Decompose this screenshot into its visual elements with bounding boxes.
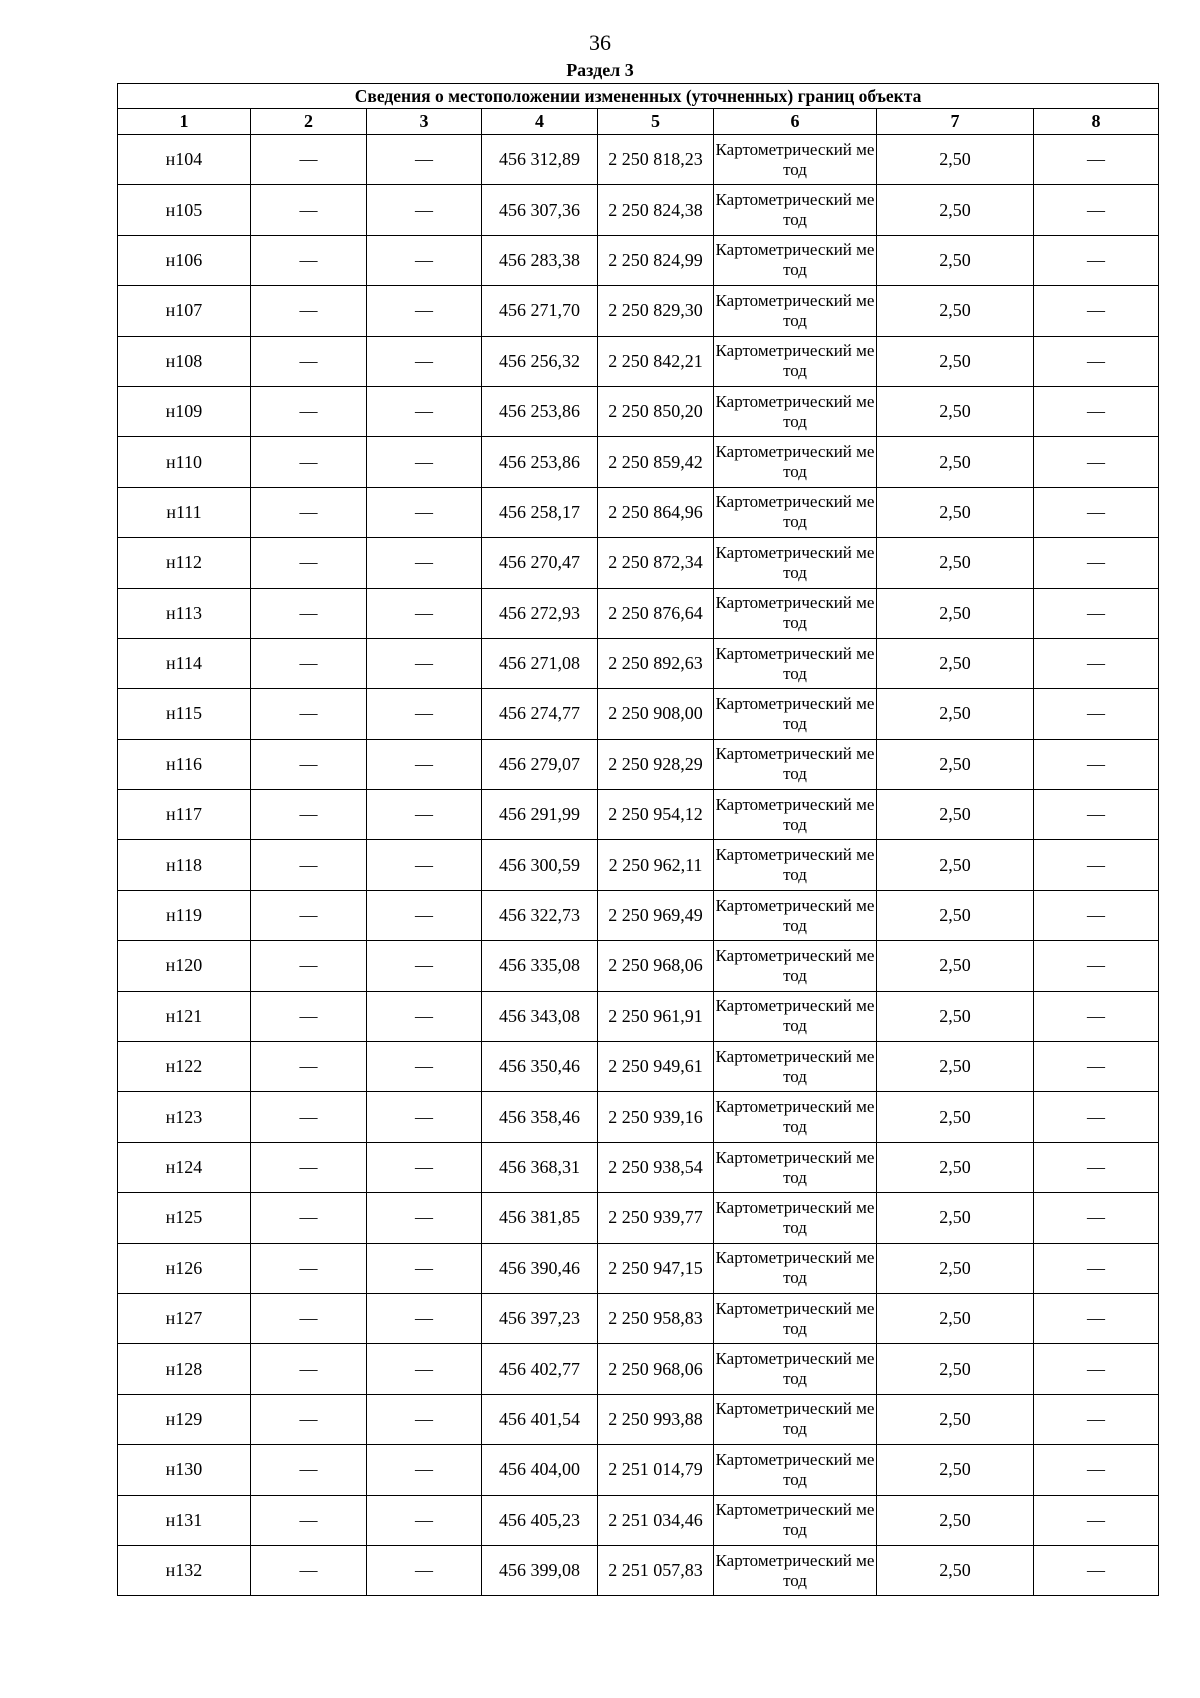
point-id-cell: н131: [118, 1495, 251, 1545]
table-row: [118, 739, 1159, 789]
empty-dash-cell: —: [367, 1545, 482, 1595]
x-coordinate-cell: 456 291,99: [482, 790, 598, 840]
x-coordinate-cell: 456 272,93: [482, 588, 598, 638]
x-coordinate-cell: 456 274,77: [482, 689, 598, 739]
x-coordinate-cell: 456 322,73: [482, 890, 598, 940]
empty-dash-cell: —: [367, 739, 482, 789]
empty-dash-cell: —: [367, 991, 482, 1041]
accuracy-cell: 2,50: [877, 1243, 1034, 1293]
empty-dash-cell: —: [251, 1445, 367, 1495]
method-cell: Картометрический метод: [714, 185, 877, 235]
table-row: [118, 135, 1159, 185]
table-row: [118, 1495, 1159, 1545]
column-number: 8: [1034, 109, 1159, 135]
table-row: [118, 235, 1159, 285]
empty-dash-cell: —: [367, 1344, 482, 1394]
empty-dash-cell: —: [367, 386, 482, 436]
empty-dash-cell: —: [1034, 1394, 1159, 1444]
empty-dash-cell: —: [251, 991, 367, 1041]
method-cell: Картометрический метод: [714, 1243, 877, 1293]
page-number: 36: [589, 30, 611, 55]
empty-dash-cell: —: [367, 487, 482, 537]
empty-dash-cell: —: [367, 1445, 482, 1495]
point-id-cell: н128: [118, 1344, 251, 1394]
method-cell: Картометрический метод: [714, 941, 877, 991]
empty-dash-cell: —: [1034, 739, 1159, 789]
accuracy-cell: 2,50: [877, 235, 1034, 285]
x-coordinate-cell: 456 404,00: [482, 1445, 598, 1495]
empty-dash-cell: —: [251, 437, 367, 487]
empty-dash-cell: —: [1034, 235, 1159, 285]
y-coordinate-cell: 2 250 908,00: [598, 689, 714, 739]
table-row: [118, 386, 1159, 436]
x-coordinate-cell: 456 401,54: [482, 1394, 598, 1444]
method-cell: Картометрический метод: [714, 487, 877, 537]
empty-dash-cell: —: [367, 235, 482, 285]
accuracy-cell: 2,50: [877, 1445, 1034, 1495]
method-cell: Картометрический метод: [714, 1142, 877, 1192]
y-coordinate-cell: 2 250 892,63: [598, 638, 714, 688]
empty-dash-cell: —: [367, 336, 482, 386]
y-coordinate-cell: 2 250 968,06: [598, 941, 714, 991]
x-coordinate-cell: 456 390,46: [482, 1243, 598, 1293]
empty-dash-cell: —: [1034, 487, 1159, 537]
point-id-cell: н126: [118, 1243, 251, 1293]
point-id-cell: н130: [118, 1445, 251, 1495]
y-coordinate-cell: 2 250 993,88: [598, 1394, 714, 1444]
y-coordinate-cell: 2 251 034,46: [598, 1495, 714, 1545]
y-coordinate-cell: 2 250 824,38: [598, 185, 714, 235]
method-cell: Картометрический метод: [714, 790, 877, 840]
point-id-cell: н129: [118, 1394, 251, 1444]
accuracy-cell: 2,50: [877, 941, 1034, 991]
method-cell: Картометрический метод: [714, 1193, 877, 1243]
point-id-cell: н111: [118, 487, 251, 537]
x-coordinate-cell: 456 270,47: [482, 538, 598, 588]
accuracy-cell: 2,50: [877, 135, 1034, 185]
empty-dash-cell: —: [1034, 1142, 1159, 1192]
empty-dash-cell: —: [251, 790, 367, 840]
table-row: [118, 538, 1159, 588]
empty-dash-cell: —: [251, 1394, 367, 1444]
y-coordinate-cell: 2 250 938,54: [598, 1142, 714, 1192]
empty-dash-cell: —: [251, 386, 367, 436]
accuracy-cell: 2,50: [877, 1142, 1034, 1192]
point-id-cell: н106: [118, 235, 251, 285]
table-row: [118, 1293, 1159, 1343]
method-cell: Картометрический метод: [714, 437, 877, 487]
empty-dash-cell: —: [1034, 135, 1159, 185]
point-id-cell: н121: [118, 991, 251, 1041]
point-id-cell: н117: [118, 790, 251, 840]
table-row: [118, 1545, 1159, 1595]
x-coordinate-cell: 456 343,08: [482, 991, 598, 1041]
empty-dash-cell: —: [1034, 1445, 1159, 1495]
empty-dash-cell: —: [367, 1193, 482, 1243]
y-coordinate-cell: 2 250 876,64: [598, 588, 714, 638]
y-coordinate-cell: 2 250 818,23: [598, 135, 714, 185]
x-coordinate-cell: 456 399,08: [482, 1545, 598, 1595]
point-id-cell: н104: [118, 135, 251, 185]
y-coordinate-cell: 2 250 859,42: [598, 437, 714, 487]
point-id-cell: н124: [118, 1142, 251, 1192]
y-coordinate-cell: 2 250 824,99: [598, 235, 714, 285]
point-id-cell: н107: [118, 286, 251, 336]
point-id-cell: н118: [118, 840, 251, 890]
y-coordinate-cell: 2 250 961,91: [598, 991, 714, 1041]
empty-dash-cell: —: [367, 1243, 482, 1293]
point-id-cell: н122: [118, 1042, 251, 1092]
method-cell: Картометрический метод: [714, 286, 877, 336]
method-cell: Картометрический метод: [714, 689, 877, 739]
method-cell: Картометрический метод: [714, 1545, 877, 1595]
empty-dash-cell: —: [251, 890, 367, 940]
accuracy-cell: 2,50: [877, 1394, 1034, 1444]
y-coordinate-cell: 2 250 842,21: [598, 336, 714, 386]
table-row: [118, 487, 1159, 537]
method-cell: Картометрический метод: [714, 991, 877, 1041]
x-coordinate-cell: 456 397,23: [482, 1293, 598, 1343]
empty-dash-cell: —: [1034, 1042, 1159, 1092]
column-number: 2: [251, 109, 367, 135]
x-coordinate-cell: 456 253,86: [482, 437, 598, 487]
y-coordinate-cell: 2 250 969,49: [598, 890, 714, 940]
x-coordinate-cell: 456 253,86: [482, 386, 598, 436]
x-coordinate-cell: 456 368,31: [482, 1142, 598, 1192]
table-caption-row: [118, 84, 1159, 109]
empty-dash-cell: —: [367, 588, 482, 638]
y-coordinate-cell: 2 250 949,61: [598, 1042, 714, 1092]
table-row: [118, 437, 1159, 487]
empty-dash-cell: —: [1034, 588, 1159, 638]
point-id-cell: н123: [118, 1092, 251, 1142]
empty-dash-cell: —: [251, 941, 367, 991]
point-id-cell: н105: [118, 185, 251, 235]
x-coordinate-cell: 456 402,77: [482, 1344, 598, 1394]
x-coordinate-cell: 456 358,46: [482, 1092, 598, 1142]
method-cell: Картометрический метод: [714, 840, 877, 890]
y-coordinate-cell: 2 250 864,96: [598, 487, 714, 537]
x-coordinate-cell: 456 312,89: [482, 135, 598, 185]
x-coordinate-cell: 456 283,38: [482, 235, 598, 285]
accuracy-cell: 2,50: [877, 840, 1034, 890]
empty-dash-cell: —: [251, 1293, 367, 1343]
method-cell: Картометрический метод: [714, 1445, 877, 1495]
point-id-cell: н120: [118, 941, 251, 991]
table-row: [118, 689, 1159, 739]
table-row: [118, 1344, 1159, 1394]
table-row: [118, 1042, 1159, 1092]
table-row: [118, 638, 1159, 688]
column-number: 4: [482, 109, 598, 135]
accuracy-cell: 2,50: [877, 739, 1034, 789]
y-coordinate-cell: 2 250 954,12: [598, 790, 714, 840]
point-id-cell: н119: [118, 890, 251, 940]
x-coordinate-cell: 456 271,08: [482, 638, 598, 688]
empty-dash-cell: —: [251, 840, 367, 890]
empty-dash-cell: —: [251, 1042, 367, 1092]
empty-dash-cell: —: [1034, 1092, 1159, 1142]
x-coordinate-cell: 456 258,17: [482, 487, 598, 537]
table-row: [118, 336, 1159, 386]
empty-dash-cell: —: [1034, 286, 1159, 336]
table-row: [118, 790, 1159, 840]
empty-dash-cell: —: [367, 286, 482, 336]
empty-dash-cell: —: [367, 1293, 482, 1343]
y-coordinate-cell: 2 250 968,06: [598, 1344, 714, 1394]
method-cell: Картометрический метод: [714, 1344, 877, 1394]
method-cell: Картометрический метод: [714, 538, 877, 588]
empty-dash-cell: —: [1034, 185, 1159, 235]
method-cell: Картометрический метод: [714, 1092, 877, 1142]
point-id-cell: н113: [118, 588, 251, 638]
empty-dash-cell: —: [251, 235, 367, 285]
empty-dash-cell: —: [367, 689, 482, 739]
column-number: 6: [714, 109, 877, 135]
empty-dash-cell: —: [251, 689, 367, 739]
method-cell: Картометрический метод: [714, 1495, 877, 1545]
point-id-cell: н116: [118, 739, 251, 789]
point-id-cell: н132: [118, 1545, 251, 1595]
empty-dash-cell: —: [251, 1545, 367, 1595]
y-coordinate-cell: 2 250 928,29: [598, 739, 714, 789]
column-number: 7: [877, 109, 1034, 135]
empty-dash-cell: —: [251, 1092, 367, 1142]
empty-dash-cell: —: [251, 1193, 367, 1243]
method-cell: Картометрический метод: [714, 1042, 877, 1092]
empty-dash-cell: —: [1034, 1545, 1159, 1595]
empty-dash-cell: —: [367, 538, 482, 588]
y-coordinate-cell: 2 250 939,77: [598, 1193, 714, 1243]
y-coordinate-cell: 2 250 947,15: [598, 1243, 714, 1293]
empty-dash-cell: —: [1034, 689, 1159, 739]
point-id-cell: н112: [118, 538, 251, 588]
empty-dash-cell: —: [1034, 538, 1159, 588]
y-coordinate-cell: 2 250 850,20: [598, 386, 714, 436]
table-row: [118, 991, 1159, 1041]
empty-dash-cell: —: [1034, 840, 1159, 890]
point-id-cell: н127: [118, 1293, 251, 1343]
y-coordinate-cell: 2 250 829,30: [598, 286, 714, 336]
section-title: Раздел 3: [566, 60, 634, 80]
empty-dash-cell: —: [367, 1092, 482, 1142]
table-row: [118, 1243, 1159, 1293]
empty-dash-cell: —: [251, 1344, 367, 1394]
empty-dash-cell: —: [1034, 1243, 1159, 1293]
accuracy-cell: 2,50: [877, 386, 1034, 436]
empty-dash-cell: —: [251, 538, 367, 588]
accuracy-cell: 2,50: [877, 638, 1034, 688]
table-row: [118, 941, 1159, 991]
empty-dash-cell: —: [367, 790, 482, 840]
empty-dash-cell: —: [367, 1042, 482, 1092]
y-coordinate-cell: 2 250 962,11: [598, 840, 714, 890]
table-row: [118, 1092, 1159, 1142]
accuracy-cell: 2,50: [877, 336, 1034, 386]
method-cell: Картометрический метод: [714, 638, 877, 688]
empty-dash-cell: —: [367, 890, 482, 940]
method-cell: Картометрический метод: [714, 588, 877, 638]
empty-dash-cell: —: [367, 840, 482, 890]
empty-dash-cell: —: [367, 1394, 482, 1444]
empty-dash-cell: —: [367, 185, 482, 235]
x-coordinate-cell: 456 335,08: [482, 941, 598, 991]
y-coordinate-cell: 2 250 872,34: [598, 538, 714, 588]
empty-dash-cell: —: [251, 1495, 367, 1545]
accuracy-cell: 2,50: [877, 1495, 1034, 1545]
accuracy-cell: 2,50: [877, 991, 1034, 1041]
accuracy-cell: 2,50: [877, 1092, 1034, 1142]
point-id-cell: н109: [118, 386, 251, 436]
y-coordinate-cell: 2 251 014,79: [598, 1445, 714, 1495]
accuracy-cell: 2,50: [877, 1545, 1034, 1595]
empty-dash-cell: —: [251, 336, 367, 386]
empty-dash-cell: —: [251, 1142, 367, 1192]
accuracy-cell: 2,50: [877, 1193, 1034, 1243]
x-coordinate-cell: 456 300,59: [482, 840, 598, 890]
empty-dash-cell: —: [1034, 386, 1159, 436]
accuracy-cell: 2,50: [877, 487, 1034, 537]
accuracy-cell: 2,50: [877, 185, 1034, 235]
accuracy-cell: 2,50: [877, 890, 1034, 940]
accuracy-cell: 2,50: [877, 538, 1034, 588]
empty-dash-cell: —: [367, 1142, 482, 1192]
column-number: 5: [598, 109, 714, 135]
table-body: [118, 135, 1159, 1596]
empty-dash-cell: —: [1034, 1344, 1159, 1394]
y-coordinate-cell: 2 250 939,16: [598, 1092, 714, 1142]
empty-dash-cell: —: [1034, 941, 1159, 991]
empty-dash-cell: —: [251, 638, 367, 688]
accuracy-cell: 2,50: [877, 286, 1034, 336]
table-row: [118, 1394, 1159, 1444]
x-coordinate-cell: 456 279,07: [482, 739, 598, 789]
method-cell: Картометрический метод: [714, 739, 877, 789]
empty-dash-cell: —: [1034, 638, 1159, 688]
empty-dash-cell: —: [367, 1495, 482, 1545]
y-coordinate-cell: 2 250 958,83: [598, 1293, 714, 1343]
empty-dash-cell: —: [251, 588, 367, 638]
table-caption: Сведения о местоположении измененных (уточненных) границ объекта: [118, 84, 1159, 109]
accuracy-cell: 2,50: [877, 588, 1034, 638]
empty-dash-cell: —: [1034, 1293, 1159, 1343]
accuracy-cell: 2,50: [877, 437, 1034, 487]
empty-dash-cell: —: [367, 437, 482, 487]
x-coordinate-cell: 456 350,46: [482, 1042, 598, 1092]
column-number-row: [118, 109, 1159, 135]
point-id-cell: н115: [118, 689, 251, 739]
x-coordinate-cell: 456 307,36: [482, 185, 598, 235]
table-row: [118, 1193, 1159, 1243]
accuracy-cell: 2,50: [877, 1344, 1034, 1394]
method-cell: Картометрический метод: [714, 1293, 877, 1343]
method-cell: Картометрический метод: [714, 890, 877, 940]
method-cell: Картометрический метод: [714, 386, 877, 436]
table-row: [118, 840, 1159, 890]
empty-dash-cell: —: [367, 135, 482, 185]
empty-dash-cell: —: [1034, 336, 1159, 386]
table-row: [118, 1142, 1159, 1192]
empty-dash-cell: —: [1034, 890, 1159, 940]
x-coordinate-cell: 456 256,32: [482, 336, 598, 386]
empty-dash-cell: —: [367, 941, 482, 991]
accuracy-cell: 2,50: [877, 1042, 1034, 1092]
table-row: [118, 588, 1159, 638]
empty-dash-cell: —: [1034, 991, 1159, 1041]
point-id-cell: н108: [118, 336, 251, 386]
point-id-cell: н114: [118, 638, 251, 688]
empty-dash-cell: —: [251, 487, 367, 537]
table-row: [118, 286, 1159, 336]
empty-dash-cell: —: [367, 638, 482, 688]
accuracy-cell: 2,50: [877, 689, 1034, 739]
table-row: [118, 890, 1159, 940]
table-row: [118, 1445, 1159, 1495]
column-number: 3: [367, 109, 482, 135]
point-id-cell: н110: [118, 437, 251, 487]
y-coordinate-cell: 2 251 057,83: [598, 1545, 714, 1595]
x-coordinate-cell: 456 405,23: [482, 1495, 598, 1545]
empty-dash-cell: —: [251, 135, 367, 185]
point-id-cell: н125: [118, 1193, 251, 1243]
x-coordinate-cell: 456 271,70: [482, 286, 598, 336]
empty-dash-cell: —: [251, 1243, 367, 1293]
x-coordinate-cell: 456 381,85: [482, 1193, 598, 1243]
empty-dash-cell: —: [1034, 1193, 1159, 1243]
table-row: [118, 185, 1159, 235]
boundary-coordinates-table: [117, 83, 1159, 1596]
empty-dash-cell: —: [251, 185, 367, 235]
empty-dash-cell: —: [251, 286, 367, 336]
accuracy-cell: 2,50: [877, 1293, 1034, 1343]
method-cell: Картометрический метод: [714, 1394, 877, 1444]
empty-dash-cell: —: [251, 739, 367, 789]
column-number: 1: [118, 109, 251, 135]
method-cell: Картометрический метод: [714, 336, 877, 386]
empty-dash-cell: —: [1034, 1495, 1159, 1545]
accuracy-cell: 2,50: [877, 790, 1034, 840]
empty-dash-cell: —: [1034, 437, 1159, 487]
method-cell: Картометрический метод: [714, 135, 877, 185]
method-cell: Картометрический метод: [714, 235, 877, 285]
empty-dash-cell: —: [1034, 790, 1159, 840]
